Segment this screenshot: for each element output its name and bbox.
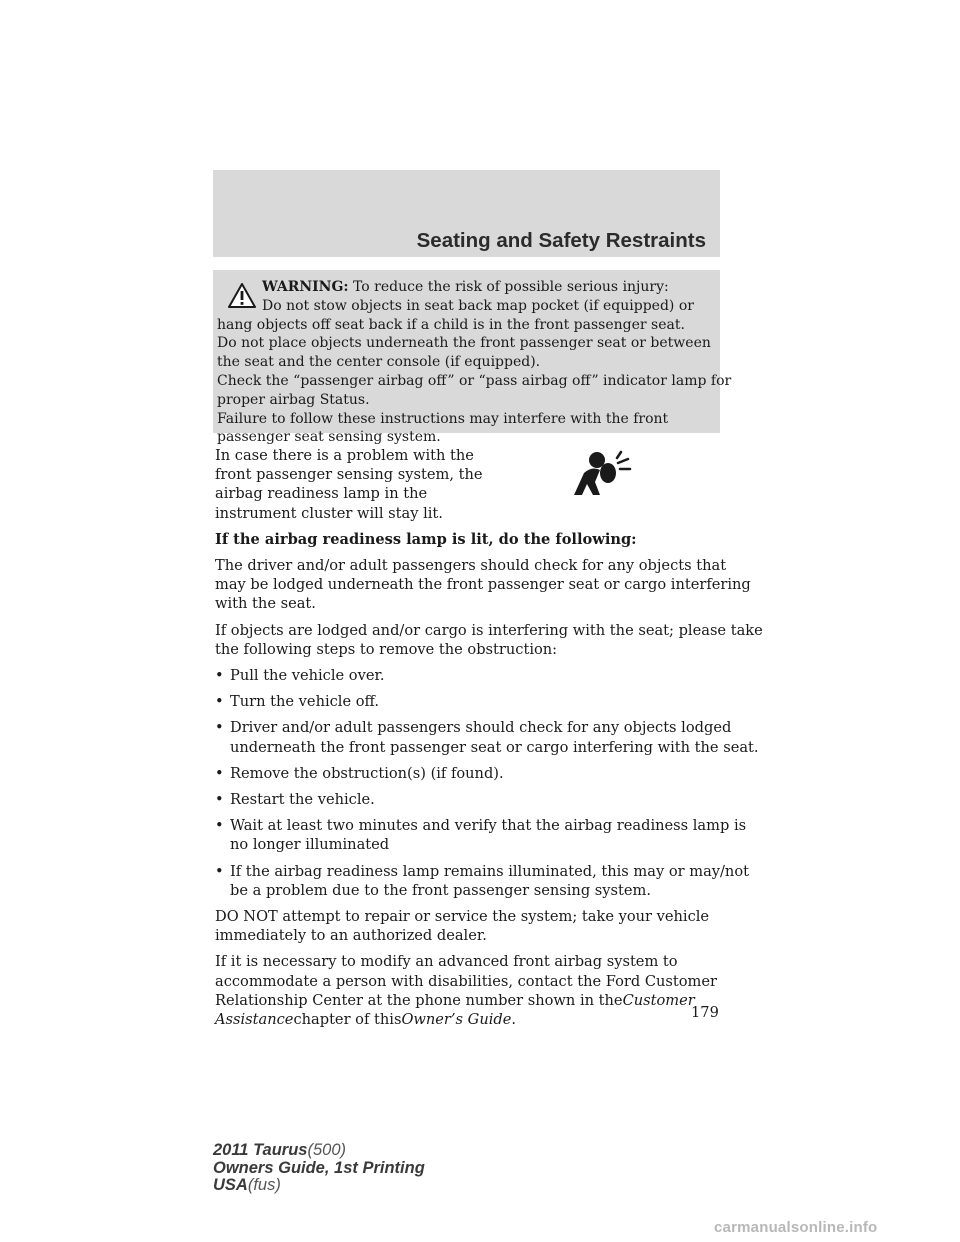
footer-model-code: (500) <box>307 1141 346 1159</box>
warning-lead-line <box>217 278 714 297</box>
chapter-reference: Assistance <box>215 1011 294 1029</box>
bullet-icon: • <box>215 862 224 880</box>
intro-line: instrument cluster will stay lit. <box>215 504 443 522</box>
watermark: carmanualsonline.info <box>714 1219 878 1236</box>
list-item <box>215 862 749 900</box>
guide-reference: Owner’s Guide <box>401 1011 512 1029</box>
paragraph-do-not-repair <box>215 907 720 945</box>
list-item-text: be a problem due to the front passenger sensing system. <box>230 881 652 899</box>
paragraph-line: immediately to an authorized dealer. <box>215 927 487 945</box>
warning-line: Check the “passenger airbag off” or “pass airbag off” indicator lamp for <box>217 372 732 389</box>
intro-line: In case there is a problem with the <box>215 447 474 464</box>
paragraph-line: with the seat. <box>215 595 316 613</box>
warning-line: Failure to follow these instructions may interfere with the front <box>217 410 669 427</box>
chapter-reference: Customer <box>622 991 695 1009</box>
warning-box <box>213 270 732 446</box>
list-item <box>215 790 720 809</box>
warning-line: passenger seat sensing system. <box>217 429 441 446</box>
warning-line: Do not place objects underneath the front passenger seat or between <box>217 335 711 352</box>
steps-list <box>215 666 759 900</box>
paragraph-line: . <box>511 1011 517 1029</box>
bullet-icon: • <box>215 667 224 685</box>
footer-edition-info <box>213 1142 425 1195</box>
section-header-band <box>213 170 720 257</box>
intro-line: airbag readiness lamp in the <box>215 485 428 503</box>
airbag-readiness-icon <box>570 449 640 505</box>
warning-line: proper airbag Status. <box>217 391 370 408</box>
warning-label: WARNING: <box>262 279 349 295</box>
bullet-icon: • <box>215 719 224 737</box>
paragraph-line: The driver and/or adult passengers should check for any objects that <box>215 557 727 575</box>
subheading: If the airbag readiness lamp is lit, do the following: <box>215 530 637 548</box>
intro-line: front passenger sensing system, the <box>215 466 483 484</box>
warning-line: the seat and the center console (if equipped). <box>217 354 541 371</box>
list-item-text: Driver and/or adult passengers should check for any objects lodged <box>230 719 732 737</box>
list-item <box>215 666 720 685</box>
list-item <box>215 692 720 711</box>
bullet-icon: • <box>215 693 224 711</box>
list-item <box>215 718 759 756</box>
list-item-text: underneath the front passenger seat or cargo interfering with the seat. <box>230 738 759 756</box>
footer-market: USA <box>213 1176 248 1194</box>
warning-line: hang objects off seat back if a child is in the front passenger seat. <box>217 316 685 333</box>
paragraph-line: chapter of this <box>293 1011 402 1029</box>
list-item-text: If the airbag readiness lamp remains illuminated, this may or may/not <box>230 862 749 880</box>
paragraph-line: the following steps to remove the obstruction: <box>215 640 558 658</box>
paragraph-check-objects <box>215 556 751 614</box>
list-item-text: no longer illuminated <box>230 836 390 854</box>
list-item-text: Remove the obstruction(s) (if found). <box>230 764 504 782</box>
footer-model: 2011 Taurus <box>213 1141 308 1159</box>
main-content <box>215 446 763 1036</box>
paragraph-steps-intro <box>215 621 763 659</box>
bullet-icon: • <box>215 817 224 835</box>
list-item <box>215 816 747 854</box>
list-item-text: Wait at least two minutes and verify that the airbag readiness lamp is <box>230 817 747 835</box>
footer-printing: Owners Guide, 1st Printing <box>213 1158 425 1177</box>
bullet-icon: • <box>215 764 224 782</box>
page-number: 179 <box>691 1004 719 1021</box>
paragraph-line: may be lodged underneath the front passenger seat or cargo interfering <box>215 576 751 594</box>
list-item-text: Pull the vehicle over. <box>230 667 385 685</box>
paragraph-line: If it is necessary to modify an advanced front airbag system to <box>215 953 678 971</box>
footer-market-code: (fus) <box>247 1176 281 1194</box>
paragraph-line: DO NOT attempt to repair or service the system; take your vehicle <box>215 908 710 926</box>
warning-line: Do not stow objects in seat back map pocket (if equipped) or <box>262 297 694 314</box>
section-title: Seating and Safety Restraints <box>416 229 706 252</box>
paragraph-line: accommodate a person with disabilities, contact the Ford Customer <box>215 972 717 990</box>
warning-lead-text: To reduce the risk of possible serious injury: <box>353 279 669 295</box>
paragraph-line: If objects are lodged and/or cargo is interfering with the seat; please take <box>215 621 763 639</box>
list-item-text: Turn the vehicle off. <box>230 693 380 711</box>
warning-triangle-icon <box>227 282 257 309</box>
list-item-text: Restart the vehicle. <box>230 791 375 809</box>
intro-paragraph <box>215 446 483 523</box>
paragraph-line: Relationship Center at the phone number shown in the <box>215 991 623 1009</box>
list-item <box>215 764 720 783</box>
bullet-icon: • <box>215 791 224 809</box>
paragraph-modify-system <box>215 952 720 1029</box>
